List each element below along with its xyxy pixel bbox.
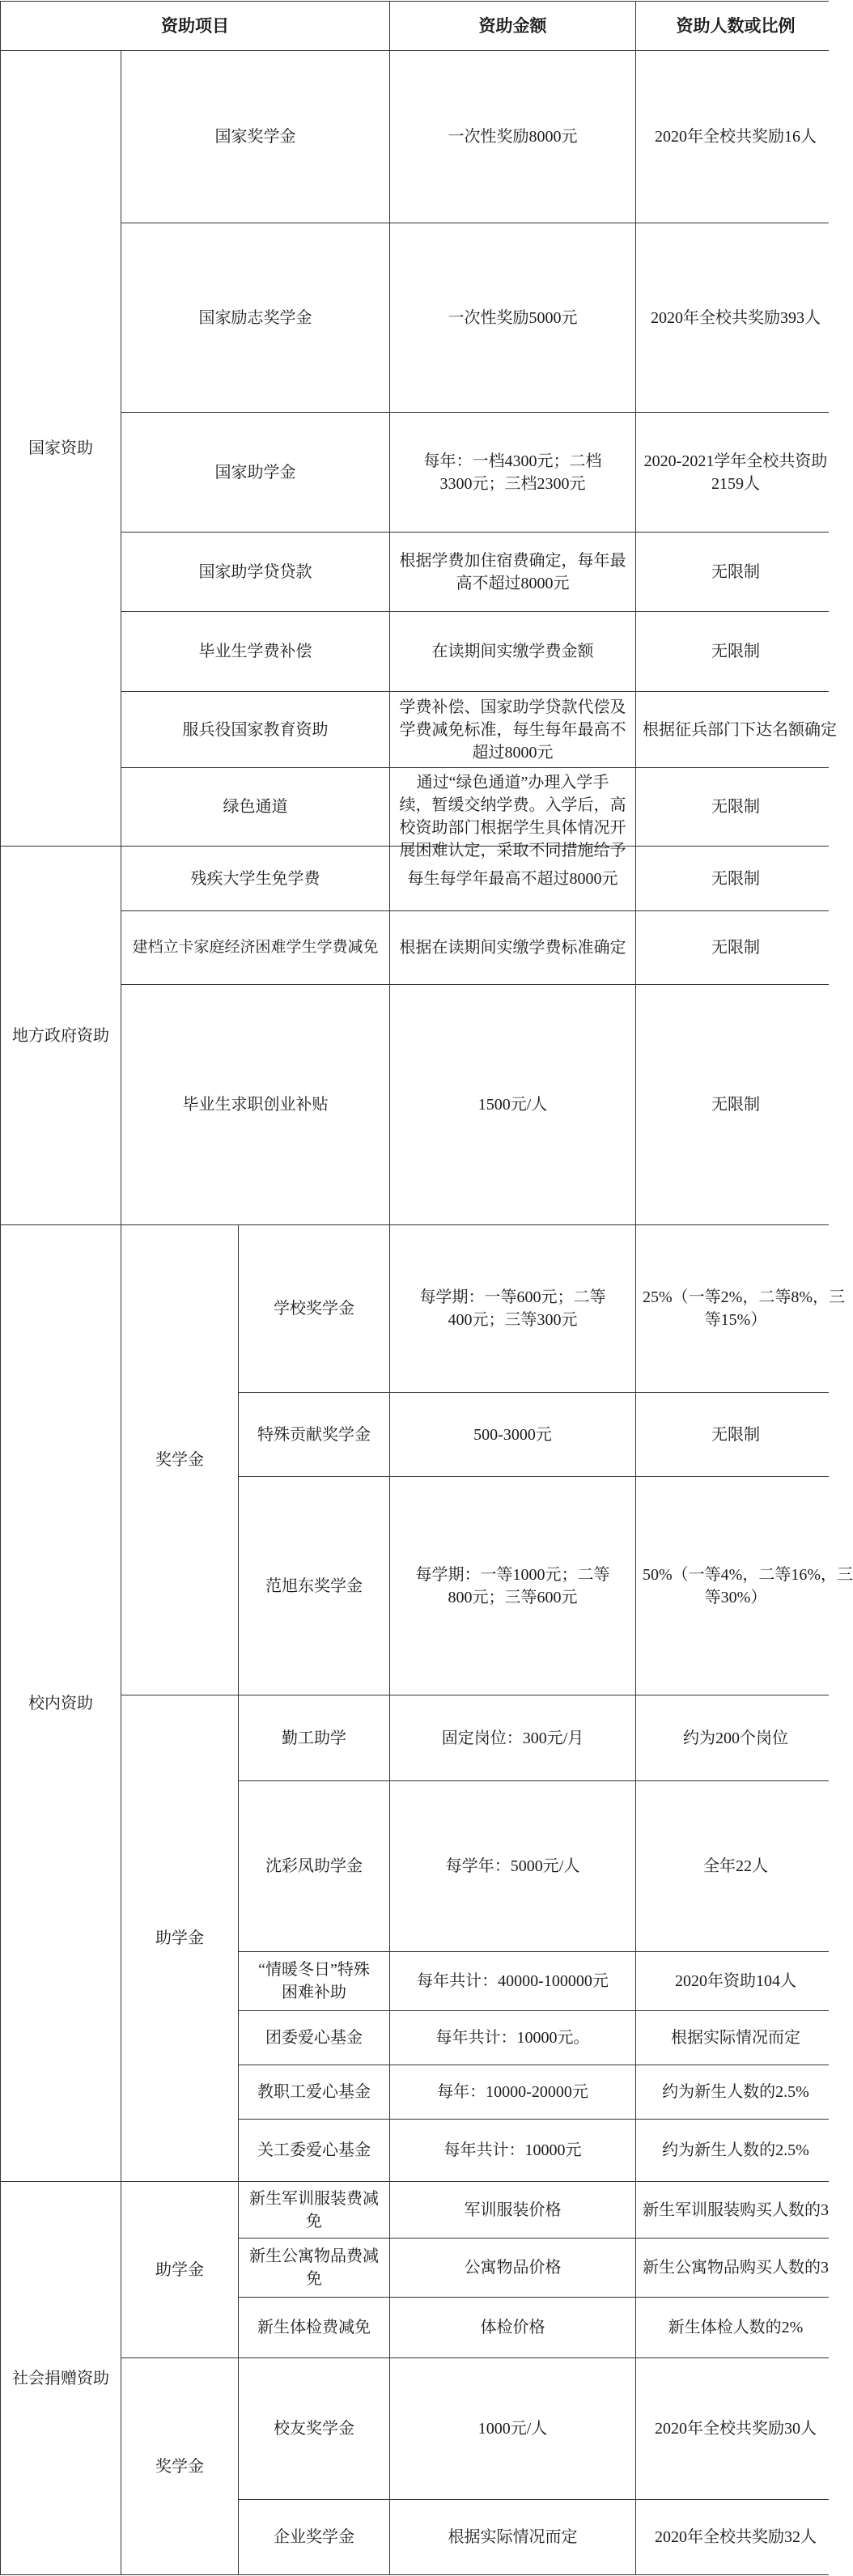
group-label-grant bbox=[121, 1695, 239, 2182]
aid-amount-text: 体检价格 bbox=[480, 2319, 545, 2336]
aid-recipients-text: 2020-2021学年全校共资助 2159人 bbox=[643, 452, 828, 493]
aid-recipients bbox=[636, 2182, 829, 2239]
aid-amount-text: 公寓物品价格 bbox=[464, 2259, 562, 2277]
aid-recipients-text: 25%（一等2%，二等8%，三 等15%） bbox=[643, 1288, 845, 1329]
aid-amount-text: 500-3000元 bbox=[473, 1425, 552, 1444]
aid-amount bbox=[390, 692, 636, 768]
aid-recipients bbox=[636, 2358, 829, 2500]
aid-recipients bbox=[636, 985, 829, 1225]
aid-recipients-text: 2020年全校共奖励16人 bbox=[655, 128, 817, 146]
header-item-text: 资助项目 bbox=[161, 16, 229, 36]
aid-recipients bbox=[636, 533, 829, 612]
aid-item-name-text: 企业奖学金 bbox=[274, 2528, 354, 2546]
aid-item-name bbox=[239, 1477, 390, 1695]
aid-recipients-text: 无限制 bbox=[711, 939, 760, 957]
aid-amount bbox=[390, 2120, 636, 2182]
aid-item-name bbox=[121, 413, 390, 533]
aid-recipients bbox=[636, 692, 837, 768]
aid-amount bbox=[390, 1225, 636, 1393]
header-amount-text: 资助金额 bbox=[478, 16, 547, 36]
aid-item-name-text: 校友奖学金 bbox=[274, 2420, 354, 2438]
group-label-scholarship bbox=[121, 2358, 239, 2575]
aid-recipients bbox=[636, 2065, 829, 2120]
aid-recipients bbox=[636, 413, 829, 533]
aid-item-name bbox=[121, 911, 390, 985]
aid-amount-text: 每学期：一等1000元；二等 800元；三等600元 bbox=[415, 1565, 610, 1606]
aid-item-name bbox=[239, 1952, 390, 2011]
aid-item-name-text: 范旭东奖学金 bbox=[265, 1577, 363, 1595]
aid-amount bbox=[390, 911, 636, 985]
aid-recipients bbox=[636, 2298, 829, 2358]
aid-item-name bbox=[239, 2500, 390, 2575]
aid-item-name bbox=[121, 692, 390, 768]
aid-item-name-text: 绿色通道 bbox=[223, 798, 288, 816]
aid-amount bbox=[390, 2500, 636, 2575]
aid-item-name bbox=[239, 2239, 390, 2298]
aid-amount-text: 每生每学年最高不超过8000元 bbox=[407, 869, 618, 888]
aid-item-name-text: 国家励志奖学金 bbox=[198, 308, 312, 327]
aid-amount bbox=[390, 2011, 636, 2065]
aid-item-name bbox=[239, 1393, 390, 1477]
aid-amount-text: 一次性奖励5000元 bbox=[448, 308, 578, 327]
aid-item-name-text: 新生体检费减免 bbox=[257, 2319, 371, 2336]
aid-recipients-text: 约为200个岗位 bbox=[683, 1729, 788, 1747]
aid-recipients-text: 50%（一等4%，二等16%，三 等30%） bbox=[643, 1565, 853, 1606]
aid-recipients-text: 无限制 bbox=[711, 1425, 760, 1444]
aid-item-name-text: 沈彩凤助学金 bbox=[265, 1857, 363, 1875]
aid-amount bbox=[390, 2298, 636, 2358]
aid-item-name bbox=[121, 847, 390, 911]
header-count-text: 资助人数或比例 bbox=[676, 16, 796, 36]
aid-item-name bbox=[239, 2065, 390, 2120]
aid-amount bbox=[390, 413, 636, 533]
section-label-text: 国家资助 bbox=[28, 439, 93, 457]
aid-item-name-text: 残疾大学生免学费 bbox=[190, 869, 320, 888]
aid-amount-text: 每学期：一等600元；二等 400元；三等300元 bbox=[419, 1288, 606, 1329]
group-label-grant bbox=[121, 2182, 239, 2358]
section-label-text: 社会捐赠资助 bbox=[12, 2369, 109, 2387]
section-label-local bbox=[1, 847, 121, 1225]
aid-amount-text: 1000元/人 bbox=[477, 2420, 548, 2438]
aid-item-name-text: 团委爱心基金 bbox=[265, 2029, 363, 2047]
aid-item-name-text: 新生公寓物品费减 免 bbox=[249, 2247, 379, 2288]
section-label-text: 地方政府资助 bbox=[12, 1026, 109, 1045]
aid-amount-text: 每年共计：40000-100000元 bbox=[417, 1972, 609, 1990]
aid-amount-text: 一次性奖励8000元 bbox=[448, 128, 578, 146]
aid-recipients-text: 约为新生人数的2.5% bbox=[662, 2083, 809, 2101]
aid-recipients bbox=[636, 2500, 829, 2575]
aid-amount-text: 通过“绿色通道”办理入学手 续，暂缓交纳学费。入学后，高 校资助部门根据学生具体情况开 展困难认定，采取不同措施给予 bbox=[399, 774, 626, 859]
aid-recipients-text: 全年22人 bbox=[703, 1857, 768, 1875]
aid-recipients bbox=[636, 911, 829, 985]
aid-amount-text: 每学年：5000元/人 bbox=[445, 1857, 580, 1875]
aid-amount bbox=[390, 2358, 636, 2500]
aid-item-name-text: “情暖冬日”特殊 困难补助 bbox=[258, 1961, 370, 2001]
section-label-national bbox=[1, 51, 121, 847]
aid-item-name-text: 特殊贡献奖学金 bbox=[257, 1425, 371, 1444]
aid-amount bbox=[390, 2239, 636, 2298]
aid-amount bbox=[390, 51, 636, 223]
aid-amount-text: 每年共计：10000元 bbox=[443, 2141, 582, 2159]
aid-item-name bbox=[239, 1695, 390, 1781]
aid-item-name bbox=[239, 2298, 390, 2358]
aid-recipients bbox=[636, 51, 829, 223]
aid-amount bbox=[390, 847, 636, 911]
aid-amount-text: 1500元/人 bbox=[477, 1096, 548, 1114]
aid-amount bbox=[390, 1781, 636, 1952]
header-count bbox=[636, 2, 829, 51]
aid-amount-text: 在读期间实缴学费金额 bbox=[431, 643, 594, 660]
aid-recipients-text: 新生军训服装购买人数的3 bbox=[643, 2200, 829, 2219]
aid-recipients bbox=[636, 1781, 829, 1952]
aid-amount-text: 每年：10000-20000元 bbox=[437, 2083, 588, 2101]
aid-item-name-text: 建档立卡家庭经济困难学生学费减免 bbox=[132, 939, 379, 956]
aid-item-name bbox=[121, 612, 390, 692]
aid-recipients bbox=[636, 847, 829, 911]
aid-item-name-text: 毕业生求职创业补贴 bbox=[182, 1096, 329, 1114]
aid-item-name-text: 新生军训服装费减 免 bbox=[249, 2189, 379, 2230]
section-label-text: 校内资助 bbox=[28, 1694, 93, 1712]
aid-amount-text: 每年：一档4300元；二档 3300元；三档2300元 bbox=[423, 452, 602, 493]
aid-amount bbox=[390, 533, 636, 612]
aid-item-name-text: 学校奖学金 bbox=[274, 1300, 354, 1318]
aid-amount bbox=[390, 2065, 636, 2120]
aid-recipients bbox=[636, 2011, 829, 2065]
aid-recipients-text: 无限制 bbox=[711, 798, 760, 816]
aid-item-name bbox=[121, 51, 390, 223]
group-label-text: 助学金 bbox=[155, 2260, 204, 2279]
aid-amount bbox=[390, 1695, 636, 1781]
aid-item-name bbox=[121, 768, 390, 847]
aid-item-name bbox=[239, 2011, 390, 2065]
aid-recipients bbox=[636, 612, 829, 692]
aid-amount-text: 固定岗位：300元/月 bbox=[441, 1729, 584, 1747]
aid-recipients bbox=[636, 2239, 829, 2298]
aid-item-name-text: 服兵役国家教育资助 bbox=[182, 720, 329, 739]
aid-item-name-text: 勤工助学 bbox=[282, 1729, 346, 1747]
aid-recipients-text: 新生体检人数的2% bbox=[668, 2319, 804, 2336]
aid-amount bbox=[390, 223, 636, 413]
group-label-scholarship bbox=[121, 1225, 239, 1695]
aid-amount bbox=[390, 985, 636, 1225]
aid-recipients-text: 2020年资助104人 bbox=[675, 1972, 796, 1990]
aid-item-name-text: 国家助学贷贷款 bbox=[198, 562, 312, 581]
aid-recipients-text: 2020年全校共奖励393人 bbox=[651, 308, 821, 327]
aid-item-name bbox=[239, 2120, 390, 2182]
aid-recipients-text: 2020年全校共奖励32人 bbox=[655, 2528, 817, 2546]
aid-recipients bbox=[636, 1225, 845, 1393]
aid-recipients-text: 约为新生人数的2.5% bbox=[662, 2141, 809, 2159]
aid-item-name bbox=[239, 1225, 390, 1393]
aid-amount bbox=[390, 2182, 636, 2239]
aid-amount bbox=[390, 1393, 636, 1477]
aid-item-name bbox=[239, 2182, 390, 2239]
aid-recipients-text: 根据实际情况而定 bbox=[671, 2029, 800, 2047]
group-label-text: 助学金 bbox=[155, 1929, 204, 1947]
aid-recipients bbox=[636, 1695, 829, 1781]
aid-recipients-text: 无限制 bbox=[711, 869, 760, 888]
aid-item-name bbox=[239, 1781, 390, 1952]
aid-recipients-text: 无限制 bbox=[711, 643, 760, 660]
aid-item-name-text: 国家奖学金 bbox=[214, 128, 296, 146]
aid-item-name-text: 关工委爱心基金 bbox=[257, 2141, 371, 2159]
aid-item-name bbox=[239, 2358, 390, 2500]
aid-amount-text: 每年共计：10000元。 bbox=[435, 2029, 590, 2047]
aid-amount-text: 学费补偿、国家助学贷款代偿及 学费减免标准，每生每年最高不 超过8000元 bbox=[399, 698, 626, 762]
header-item bbox=[1, 2, 390, 51]
aid-recipients-text: 2020年全校共奖励30人 bbox=[655, 2420, 817, 2438]
section-label-social bbox=[1, 2182, 121, 2575]
aid-recipients-text: 新生公寓物品购买人数的3 bbox=[643, 2259, 829, 2277]
aid-item-name bbox=[121, 223, 390, 413]
aid-item-name-text: 国家助学金 bbox=[214, 463, 296, 482]
aid-amount-text: 军训服装价格 bbox=[464, 2200, 562, 2219]
aid-item-name bbox=[121, 985, 390, 1225]
aid-recipients bbox=[636, 1952, 829, 2011]
aid-recipients-text: 根据征兵部门下达名额确定 bbox=[643, 720, 837, 739]
aid-amount-text: 根据实际情况而定 bbox=[448, 2528, 578, 2546]
aid-amount bbox=[390, 612, 636, 692]
aid-item-name bbox=[121, 533, 390, 612]
section-label-campus bbox=[1, 1225, 121, 2182]
aid-table bbox=[0, 1, 853, 2575]
aid-amount bbox=[390, 1477, 636, 1695]
aid-amount bbox=[390, 768, 636, 859]
aid-amount-text: 根据学费加住宿费确定，每年最 高不超过8000元 bbox=[399, 551, 626, 592]
aid-recipients bbox=[636, 768, 829, 847]
group-label-text: 奖学金 bbox=[155, 2457, 204, 2476]
aid-recipients bbox=[636, 223, 829, 413]
header-amount bbox=[390, 2, 636, 51]
aid-amount bbox=[390, 1952, 636, 2011]
aid-amount-text: 根据在读期间实缴学费标准确定 bbox=[399, 939, 626, 957]
group-label-text: 奖学金 bbox=[155, 1451, 204, 1469]
aid-item-name-text: 教职工爱心基金 bbox=[257, 2083, 371, 2101]
aid-recipients-text: 无限制 bbox=[711, 562, 760, 581]
aid-item-name-text: 毕业生学费补偿 bbox=[198, 643, 312, 660]
aid-recipients bbox=[636, 1393, 829, 1477]
aid-recipients bbox=[636, 2120, 829, 2182]
aid-recipients-text: 无限制 bbox=[711, 1096, 760, 1114]
aid-recipients bbox=[636, 1477, 853, 1695]
